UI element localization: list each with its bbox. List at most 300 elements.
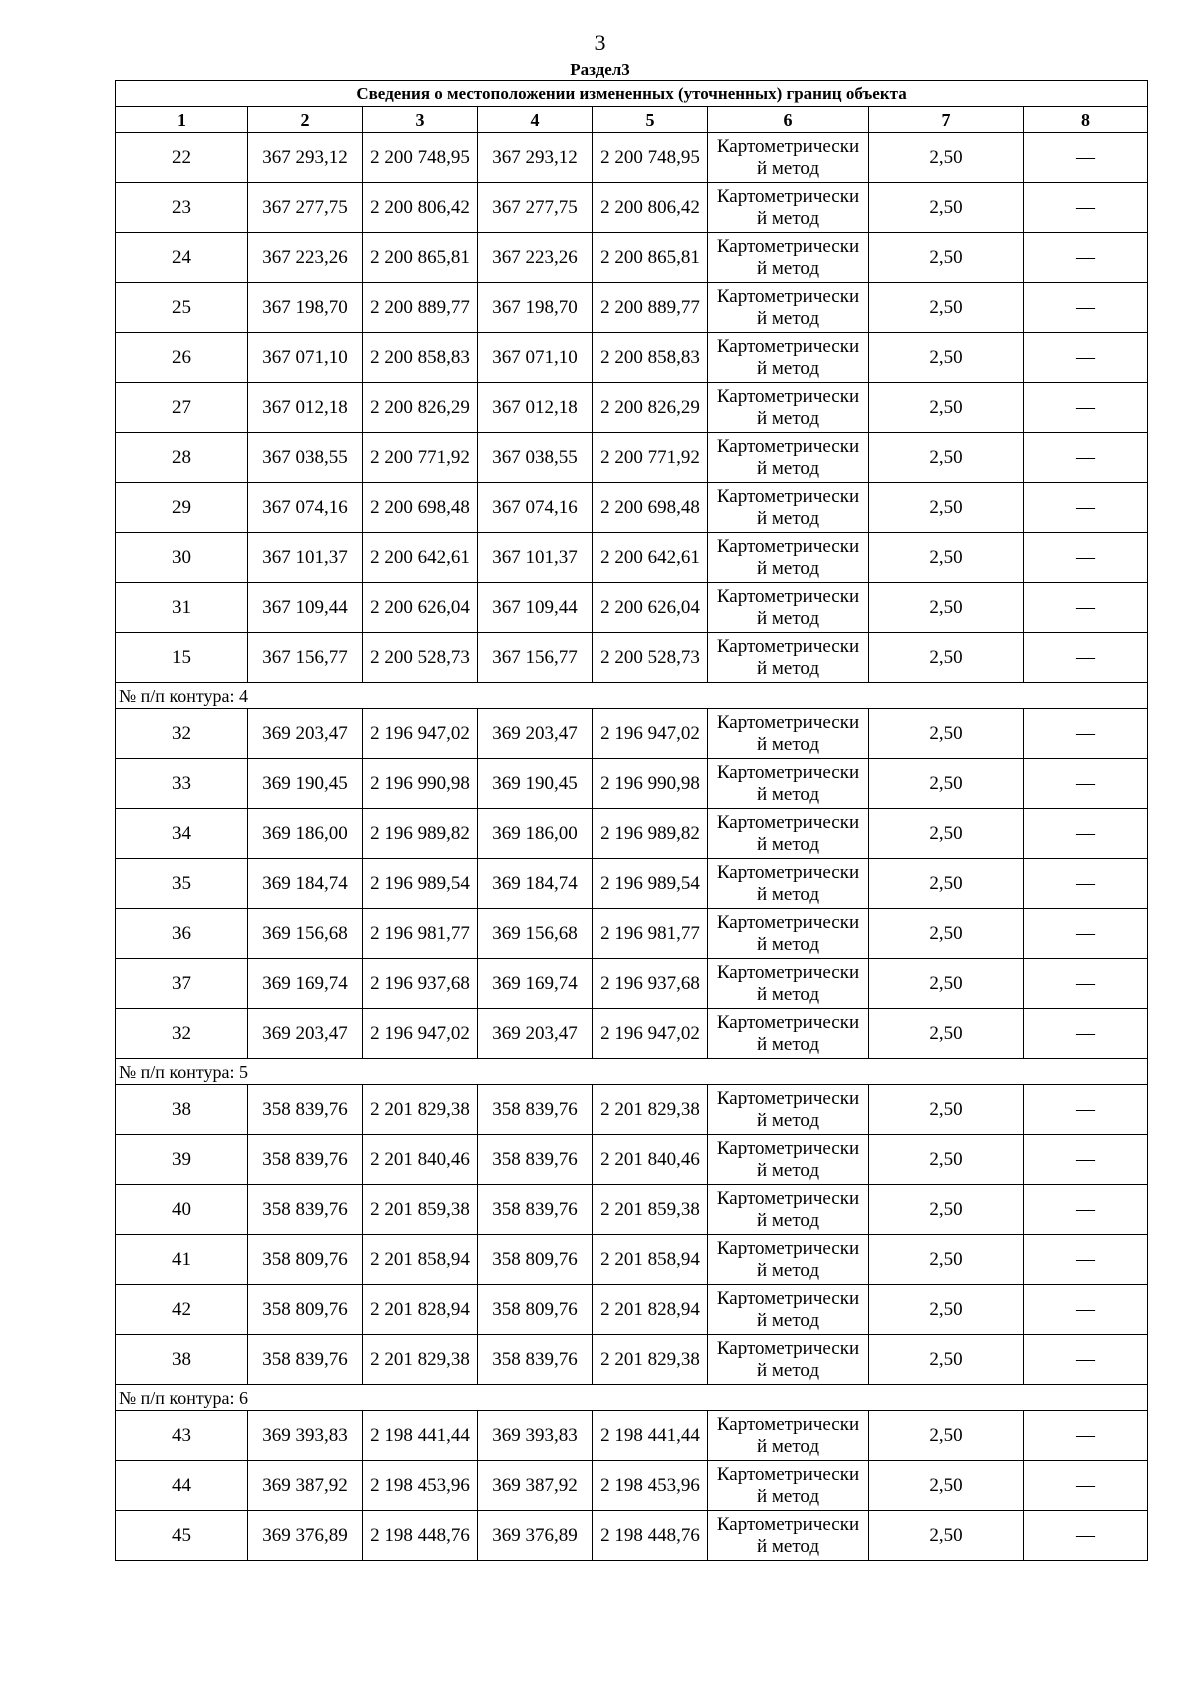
table-row <box>116 709 1148 759</box>
accuracy-cell: 2,50 <box>869 1009 1024 1059</box>
section-title: Раздел3 <box>570 60 630 79</box>
method-text-line2: й метод <box>756 607 820 629</box>
method-text-line1: Картометрически <box>716 1087 860 1109</box>
accuracy-cell: 2,50 <box>869 1461 1024 1511</box>
description-cell: — <box>1024 1411 1148 1461</box>
table-row <box>116 1335 1148 1385</box>
table-row <box>116 1411 1148 1461</box>
point-number-cell: 32 <box>116 709 248 759</box>
table-row <box>116 909 1148 959</box>
x-new-cell: 367 101,37 <box>478 533 593 583</box>
y-new-cell: 2 196 989,54 <box>593 859 708 909</box>
accuracy-cell: 2,50 <box>869 283 1024 333</box>
method-cell <box>708 383 869 433</box>
point-number-cell: 23 <box>116 183 248 233</box>
column-number: 4 <box>478 107 593 133</box>
x-new-cell: 369 169,74 <box>478 959 593 1009</box>
x-existing-cell: 369 186,00 <box>248 809 363 859</box>
method-text-line1: Картометрически <box>716 335 860 357</box>
x-new-cell: 358 809,76 <box>478 1285 593 1335</box>
method-cell <box>708 483 869 533</box>
y-existing-cell: 2 196 937,68 <box>363 959 478 1009</box>
description-cell: — <box>1024 759 1148 809</box>
point-number-cell: 42 <box>116 1285 248 1335</box>
x-new-cell: 369 190,45 <box>478 759 593 809</box>
y-existing-cell: 2 196 990,98 <box>363 759 478 809</box>
table-row <box>116 533 1148 583</box>
y-new-cell: 2 201 840,46 <box>593 1135 708 1185</box>
accuracy-cell: 2,50 <box>869 333 1024 383</box>
accuracy-cell: 2,50 <box>869 483 1024 533</box>
x-existing-cell: 367 156,77 <box>248 633 363 683</box>
method-text-line1: Картометрически <box>716 135 860 157</box>
method-text-line1: Картометрически <box>716 1187 860 1209</box>
x-new-cell: 367 277,75 <box>478 183 593 233</box>
method-cell <box>708 233 869 283</box>
y-existing-cell: 2 201 829,38 <box>363 1335 478 1385</box>
contour-header-row <box>116 683 1148 709</box>
method-text-line1: Картометрически <box>716 1513 860 1535</box>
method-text-line1: Картометрически <box>716 385 860 407</box>
method-text-line2: й метод <box>756 1535 820 1557</box>
method-text-line1: Картометрически <box>716 1413 860 1435</box>
point-number-cell: 15 <box>116 633 248 683</box>
point-number-cell: 26 <box>116 333 248 383</box>
method-text-line2: й метод <box>756 1485 820 1507</box>
method-cell <box>708 433 869 483</box>
method-text-line2: й метод <box>756 933 820 955</box>
y-existing-cell: 2 200 642,61 <box>363 533 478 583</box>
accuracy-cell: 2,50 <box>869 1135 1024 1185</box>
description-cell: — <box>1024 1335 1148 1385</box>
x-existing-cell: 369 190,45 <box>248 759 363 809</box>
accuracy-cell: 2,50 <box>869 1235 1024 1285</box>
table-title: Сведения о местоположении измененных (уточненных) границ объекта <box>116 81 1148 107</box>
y-new-cell: 2 200 806,42 <box>593 183 708 233</box>
accuracy-cell: 2,50 <box>869 633 1024 683</box>
method-text-line2: й метод <box>756 1209 820 1231</box>
table-row <box>116 433 1148 483</box>
method-text-line1: Картометрически <box>716 535 860 557</box>
x-new-cell: 367 293,12 <box>478 133 593 183</box>
x-existing-cell: 358 839,76 <box>248 1185 363 1235</box>
y-existing-cell: 2 196 989,82 <box>363 809 478 859</box>
x-new-cell: 358 839,76 <box>478 1185 593 1235</box>
y-new-cell: 2 201 858,94 <box>593 1235 708 1285</box>
method-text-line2: й метод <box>756 457 820 479</box>
method-text-line2: й метод <box>756 357 820 379</box>
accuracy-cell: 2,50 <box>869 1085 1024 1135</box>
method-text-line2: й метод <box>756 1259 820 1281</box>
y-existing-cell: 2 196 947,02 <box>363 1009 478 1059</box>
accuracy-cell: 2,50 <box>869 809 1024 859</box>
accuracy-cell: 2,50 <box>869 759 1024 809</box>
x-new-cell: 358 839,76 <box>478 1135 593 1185</box>
column-number: 1 <box>116 107 248 133</box>
x-new-cell: 358 809,76 <box>478 1235 593 1285</box>
table-row <box>116 1135 1148 1185</box>
method-cell <box>708 909 869 959</box>
accuracy-cell: 2,50 <box>869 533 1024 583</box>
x-existing-cell: 367 012,18 <box>248 383 363 433</box>
description-cell: — <box>1024 583 1148 633</box>
point-number-cell: 22 <box>116 133 248 183</box>
description-cell: — <box>1024 333 1148 383</box>
x-existing-cell: 367 071,10 <box>248 333 363 383</box>
description-cell: — <box>1024 809 1148 859</box>
y-existing-cell: 2 198 441,44 <box>363 1411 478 1461</box>
table-row <box>116 859 1148 909</box>
y-new-cell: 2 198 448,76 <box>593 1511 708 1561</box>
description-cell: — <box>1024 633 1148 683</box>
x-existing-cell: 358 839,76 <box>248 1135 363 1185</box>
y-existing-cell: 2 198 448,76 <box>363 1511 478 1561</box>
accuracy-cell: 2,50 <box>869 709 1024 759</box>
x-new-cell: 369 393,83 <box>478 1411 593 1461</box>
point-number-cell: 29 <box>116 483 248 533</box>
contour-label: № п/п контура: 5 <box>116 1059 1148 1085</box>
y-existing-cell: 2 200 889,77 <box>363 283 478 333</box>
x-new-cell: 367 109,44 <box>478 583 593 633</box>
table-row <box>116 809 1148 859</box>
point-number-cell: 24 <box>116 233 248 283</box>
method-text-line1: Картометрически <box>716 811 860 833</box>
x-existing-cell: 369 387,92 <box>248 1461 363 1511</box>
method-cell <box>708 583 869 633</box>
method-text-line2: й метод <box>756 1309 820 1331</box>
point-number-cell: 35 <box>116 859 248 909</box>
x-existing-cell: 367 109,44 <box>248 583 363 633</box>
method-text-line1: Картометрически <box>716 435 860 457</box>
description-cell: — <box>1024 1511 1148 1561</box>
table-row <box>116 183 1148 233</box>
x-existing-cell: 367 223,26 <box>248 233 363 283</box>
point-number-cell: 44 <box>116 1461 248 1511</box>
method-text-line2: й метод <box>756 657 820 679</box>
description-cell: — <box>1024 1235 1148 1285</box>
table-row <box>116 483 1148 533</box>
contour-label: № п/п контура: 4 <box>116 683 1148 709</box>
method-text-line2: й метод <box>756 783 820 805</box>
x-new-cell: 367 223,26 <box>478 233 593 283</box>
accuracy-cell: 2,50 <box>869 959 1024 1009</box>
method-text-line2: й метод <box>756 407 820 429</box>
description-cell: — <box>1024 1285 1148 1335</box>
point-number-cell: 27 <box>116 383 248 433</box>
method-text-line1: Картометрически <box>716 1337 860 1359</box>
table-row <box>116 759 1148 809</box>
y-existing-cell: 2 196 947,02 <box>363 709 478 759</box>
x-existing-cell: 367 038,55 <box>248 433 363 483</box>
method-text-line1: Картометрически <box>716 1137 860 1159</box>
method-text-line2: й метод <box>756 1435 820 1457</box>
accuracy-cell: 2,50 <box>869 133 1024 183</box>
table-row <box>116 1285 1148 1335</box>
table-row <box>116 583 1148 633</box>
accuracy-cell: 2,50 <box>869 583 1024 633</box>
y-existing-cell: 2 200 771,92 <box>363 433 478 483</box>
method-text-line1: Картометрически <box>716 1237 860 1259</box>
y-existing-cell: 2 200 748,95 <box>363 133 478 183</box>
y-existing-cell: 2 201 828,94 <box>363 1285 478 1335</box>
method-text-line1: Картометрически <box>716 911 860 933</box>
y-new-cell: 2 200 528,73 <box>593 633 708 683</box>
point-number-cell: 41 <box>116 1235 248 1285</box>
description-cell: — <box>1024 909 1148 959</box>
method-cell <box>708 283 869 333</box>
description-cell: — <box>1024 383 1148 433</box>
point-number-cell: 37 <box>116 959 248 1009</box>
accuracy-cell: 2,50 <box>869 1285 1024 1335</box>
method-text-line1: Картометрически <box>716 635 860 657</box>
point-number-cell: 32 <box>116 1009 248 1059</box>
x-existing-cell: 358 839,76 <box>248 1335 363 1385</box>
method-cell <box>708 633 869 683</box>
table-row <box>116 1009 1148 1059</box>
y-new-cell: 2 196 947,02 <box>593 709 708 759</box>
method-text-line1: Картометрически <box>716 761 860 783</box>
method-text-line1: Картометрически <box>716 285 860 307</box>
y-new-cell: 2 201 829,38 <box>593 1085 708 1135</box>
y-new-cell: 2 196 989,82 <box>593 809 708 859</box>
point-number-cell: 38 <box>116 1085 248 1135</box>
point-number-cell: 31 <box>116 583 248 633</box>
point-number-cell: 38 <box>116 1335 248 1385</box>
method-cell <box>708 1185 869 1235</box>
contour-label: № п/п контура: 6 <box>116 1385 1148 1411</box>
method-cell <box>708 133 869 183</box>
description-cell: — <box>1024 1009 1148 1059</box>
description-cell: — <box>1024 1085 1148 1135</box>
y-new-cell: 2 196 937,68 <box>593 959 708 1009</box>
method-text-line1: Картометрически <box>716 861 860 883</box>
method-text-line1: Картометрически <box>716 1287 860 1309</box>
y-existing-cell: 2 200 865,81 <box>363 233 478 283</box>
method-text-line1: Картометрически <box>716 1463 860 1485</box>
table-row <box>116 1235 1148 1285</box>
column-number: 6 <box>708 107 869 133</box>
x-existing-cell: 367 101,37 <box>248 533 363 583</box>
table-row <box>116 383 1148 433</box>
x-existing-cell: 367 074,16 <box>248 483 363 533</box>
method-text-line2: й метод <box>756 207 820 229</box>
x-new-cell: 367 074,16 <box>478 483 593 533</box>
point-number-cell: 39 <box>116 1135 248 1185</box>
description-cell: — <box>1024 183 1148 233</box>
y-new-cell: 2 200 748,95 <box>593 133 708 183</box>
description-cell: — <box>1024 433 1148 483</box>
x-existing-cell: 369 376,89 <box>248 1511 363 1561</box>
y-new-cell: 2 200 889,77 <box>593 283 708 333</box>
table-title-row <box>116 81 1148 107</box>
method-text-line2: й метод <box>756 1359 820 1381</box>
method-cell <box>708 809 869 859</box>
accuracy-cell: 2,50 <box>869 433 1024 483</box>
table-row <box>116 1511 1148 1561</box>
y-new-cell: 2 201 829,38 <box>593 1335 708 1385</box>
description-cell: — <box>1024 233 1148 283</box>
y-existing-cell: 2 196 989,54 <box>363 859 478 909</box>
y-new-cell: 2 200 642,61 <box>593 533 708 583</box>
method-text-line2: й метод <box>756 307 820 329</box>
y-new-cell: 2 196 981,77 <box>593 909 708 959</box>
page-number: 3 <box>594 30 606 55</box>
point-number-cell: 36 <box>116 909 248 959</box>
method-text-line2: й метод <box>756 157 820 179</box>
x-new-cell: 367 038,55 <box>478 433 593 483</box>
method-cell <box>708 709 869 759</box>
method-text-line2: й метод <box>756 733 820 755</box>
description-cell: — <box>1024 483 1148 533</box>
method-cell <box>708 1009 869 1059</box>
y-new-cell: 2 200 865,81 <box>593 233 708 283</box>
x-existing-cell: 369 203,47 <box>248 1009 363 1059</box>
y-existing-cell: 2 201 829,38 <box>363 1085 478 1135</box>
y-existing-cell: 2 201 840,46 <box>363 1135 478 1185</box>
x-new-cell: 369 387,92 <box>478 1461 593 1511</box>
description-cell: — <box>1024 709 1148 759</box>
accuracy-cell: 2,50 <box>869 1411 1024 1461</box>
column-number: 7 <box>869 107 1024 133</box>
method-text-line2: й метод <box>756 883 820 905</box>
method-cell <box>708 183 869 233</box>
y-new-cell: 2 200 826,29 <box>593 383 708 433</box>
y-new-cell: 2 200 858,83 <box>593 333 708 383</box>
point-number-cell: 28 <box>116 433 248 483</box>
x-new-cell: 369 376,89 <box>478 1511 593 1561</box>
x-new-cell: 369 203,47 <box>478 709 593 759</box>
x-existing-cell: 358 809,76 <box>248 1285 363 1335</box>
method-cell <box>708 1135 869 1185</box>
accuracy-cell: 2,50 <box>869 909 1024 959</box>
method-cell <box>708 1411 869 1461</box>
method-text-line1: Картометрически <box>716 585 860 607</box>
method-cell <box>708 533 869 583</box>
point-number-cell: 33 <box>116 759 248 809</box>
x-existing-cell: 369 169,74 <box>248 959 363 1009</box>
x-existing-cell: 367 198,70 <box>248 283 363 333</box>
table-row <box>116 633 1148 683</box>
column-number: 3 <box>363 107 478 133</box>
point-number-cell: 45 <box>116 1511 248 1561</box>
description-cell: — <box>1024 1461 1148 1511</box>
y-existing-cell: 2 198 453,96 <box>363 1461 478 1511</box>
x-new-cell: 369 186,00 <box>478 809 593 859</box>
x-existing-cell: 369 156,68 <box>248 909 363 959</box>
method-text-line2: й метод <box>756 507 820 529</box>
method-cell <box>708 1285 869 1335</box>
method-text-line1: Картометрически <box>716 711 860 733</box>
description-cell: — <box>1024 1135 1148 1185</box>
point-number-cell: 34 <box>116 809 248 859</box>
table-row <box>116 1085 1148 1135</box>
accuracy-cell: 2,50 <box>869 1335 1024 1385</box>
accuracy-cell: 2,50 <box>869 383 1024 433</box>
method-text-line1: Картометрически <box>716 1011 860 1033</box>
method-cell <box>708 333 869 383</box>
method-text-line2: й метод <box>756 257 820 279</box>
y-new-cell: 2 201 859,38 <box>593 1185 708 1235</box>
description-cell: — <box>1024 959 1148 1009</box>
y-existing-cell: 2 200 806,42 <box>363 183 478 233</box>
table-row <box>116 1461 1148 1511</box>
x-existing-cell: 369 393,83 <box>248 1411 363 1461</box>
x-existing-cell: 358 809,76 <box>248 1235 363 1285</box>
method-text-line1: Картометрически <box>716 961 860 983</box>
x-new-cell: 367 156,77 <box>478 633 593 683</box>
method-cell <box>708 1235 869 1285</box>
table-row <box>116 959 1148 1009</box>
x-new-cell: 367 012,18 <box>478 383 593 433</box>
column-number: 8 <box>1024 107 1148 133</box>
description-cell: — <box>1024 533 1148 583</box>
x-existing-cell: 367 293,12 <box>248 133 363 183</box>
accuracy-cell: 2,50 <box>869 1185 1024 1235</box>
method-text-line1: Картометрически <box>716 235 860 257</box>
description-cell: — <box>1024 859 1148 909</box>
x-existing-cell: 369 203,47 <box>248 709 363 759</box>
boundary-coordinates-table <box>115 80 1148 1561</box>
table-row <box>116 283 1148 333</box>
y-new-cell: 2 200 626,04 <box>593 583 708 633</box>
table-row <box>116 333 1148 383</box>
y-new-cell: 2 196 990,98 <box>593 759 708 809</box>
method-text-line2: й метод <box>756 1033 820 1055</box>
y-existing-cell: 2 201 858,94 <box>363 1235 478 1285</box>
method-cell <box>708 959 869 1009</box>
table-row <box>116 233 1148 283</box>
y-new-cell: 2 201 828,94 <box>593 1285 708 1335</box>
y-new-cell: 2 196 947,02 <box>593 1009 708 1059</box>
y-existing-cell: 2 200 826,29 <box>363 383 478 433</box>
y-new-cell: 2 200 698,48 <box>593 483 708 533</box>
method-text-line1: Картометрически <box>716 485 860 507</box>
table-row <box>116 1185 1148 1235</box>
accuracy-cell: 2,50 <box>869 859 1024 909</box>
method-cell <box>708 1511 869 1561</box>
contour-header-row <box>116 1059 1148 1085</box>
y-new-cell: 2 200 771,92 <box>593 433 708 483</box>
x-new-cell: 369 184,74 <box>478 859 593 909</box>
point-number-cell: 25 <box>116 283 248 333</box>
point-number-cell: 43 <box>116 1411 248 1461</box>
description-cell: — <box>1024 1185 1148 1235</box>
accuracy-cell: 2,50 <box>869 233 1024 283</box>
x-new-cell: 358 839,76 <box>478 1335 593 1385</box>
x-new-cell: 358 839,76 <box>478 1085 593 1135</box>
point-number-cell: 30 <box>116 533 248 583</box>
method-text-line2: й метод <box>756 1159 820 1181</box>
column-number-row <box>116 107 1148 133</box>
y-existing-cell: 2 200 626,04 <box>363 583 478 633</box>
method-cell <box>708 859 869 909</box>
column-number: 2 <box>248 107 363 133</box>
y-existing-cell: 2 200 698,48 <box>363 483 478 533</box>
y-existing-cell: 2 196 981,77 <box>363 909 478 959</box>
y-existing-cell: 2 201 859,38 <box>363 1185 478 1235</box>
accuracy-cell: 2,50 <box>869 1511 1024 1561</box>
y-new-cell: 2 198 441,44 <box>593 1411 708 1461</box>
method-cell <box>708 1461 869 1511</box>
method-text-line2: й метод <box>756 983 820 1005</box>
method-cell <box>708 1085 869 1135</box>
method-cell <box>708 759 869 809</box>
accuracy-cell: 2,50 <box>869 183 1024 233</box>
column-number: 5 <box>593 107 708 133</box>
x-existing-cell: 369 184,74 <box>248 859 363 909</box>
method-cell <box>708 1335 869 1385</box>
method-text-line2: й метод <box>756 1109 820 1131</box>
